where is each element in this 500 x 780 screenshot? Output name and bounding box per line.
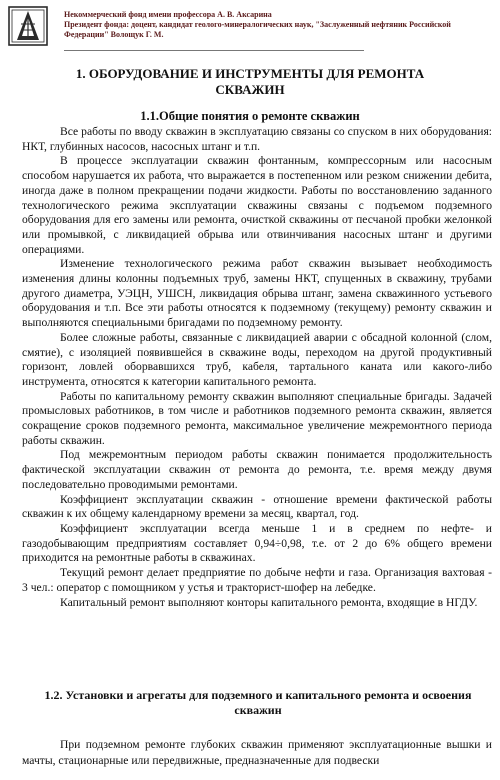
paragraph: Текущий ремонт делает предприятие по добыче нефти и газа. Организация вахтовая - 3 чел.: оператор с помощником у устья и тракторист-шофер на лебедке. bbox=[22, 566, 492, 594]
paragraph: Работы по капитальному ремонту скважин выполняют специальные бригады. Задачей промысловых работников, в том числе и работников подземного ремонта скважин, является сокращение сроков подземного ремонта, максимальное увеличение межремонтного периода работы скважин. bbox=[22, 389, 492, 447]
foundation-name: Некоммерческий фонд имени профессора А. В. Аксарина bbox=[64, 10, 272, 19]
section-heading: 1.1.Общие понятия о ремонте скважин bbox=[140, 109, 360, 123]
header-divider bbox=[64, 50, 364, 51]
president-info-line: Федерации" Волощук Г. М. bbox=[64, 30, 164, 39]
foundation-logo-icon bbox=[8, 6, 48, 46]
president-info-line: Президент фонда: доцент, кандидат геолого-минералогических наук, "Заслуженный нефтяник Российской bbox=[64, 20, 451, 29]
paragraph: Коэффициент эксплуатации всегда меньше 1 и в среднем по нефте- и газодобывающим предприятиям составляет 0,94÷0,98, т.е. от 2 до 6% общего времени приходится на ремонтные работы в скважинах. bbox=[22, 521, 492, 565]
section-heading: 1.2. Установки и агрегаты для подземного и капитального ремонта и освоения скважин bbox=[44, 688, 472, 717]
section-body bbox=[22, 125, 492, 610]
paragraph: Капитальный ремонт выполняют конторы капитального ремонта, входящие в НГДУ. bbox=[60, 595, 478, 609]
foundation-info bbox=[64, 10, 494, 40]
section-body bbox=[22, 737, 492, 769]
paragraph: При подземном ремонте глубоких скважин применяют эксплуатационные вышки и мачты, стационарные или передвижные, предназначенные для подвески bbox=[22, 738, 492, 767]
paragraph: Под межремонтным периодом работы скважин понимается продолжительность фактической эксплуатации скважин от ремонта до ремонта, т.е. время между двумя последовательно проводимыми ремонтами. bbox=[22, 448, 492, 491]
paragraph: Более сложные работы, связанные с ликвидацией аварии с обсадной колонной (слом, смятие), с изоляцией появившейся в скважине воды, переходом на другой продуктивный горизонт, ловлей оборвавшихся труб, кабеля, тартального каната или какого-либо инструмента, относятся к категории капитального ремонта. bbox=[22, 330, 492, 388]
paragraph: Коэффициент эксплуатации скважин - отношение времени фактической работы скважин к их общему календарному времени за месяц, квартал, год. bbox=[22, 492, 492, 521]
paragraph: Все работы по вводу скважин в эксплуатацию связаны со спуском в них оборудования: НКТ, глубинных насосов, насосных штанг и т.п. bbox=[22, 125, 492, 153]
document-header bbox=[8, 6, 494, 48]
chapter-title: 1. ОБОРУДОВАНИЕ И ИНСТРУМЕНТЫ ДЛЯ РЕМОНТА СКВАЖИН bbox=[75, 66, 425, 97]
paragraph: Изменение технологического режима работ скважин вызывает необходимость изменения длины колонны подъемных труб, замены НКТ, спущенных в скважину, трубами другого диаметра, УЭЦН, УШСН, ликвидация обрыва штанг, замена скважинного устьевого оборудования и т.п. Все эти работы относятся к подземному (текущему) ремонту скважин и выполняются специальными бригадами по подземному ремонту. bbox=[22, 257, 492, 330]
paragraph: В процессе эксплуатации скважин фонтанным, компрессорным или насосным способом нарушается их работа, что выражается в постепенном или резком снижении дебита, иногда даже в полном прекращении подачи жидкости. Работы по восстановлению заданного технологического режима эксплуатации скважины связаны с подъемом подземного оборудования для его замены или ремонта, очисткой скважины от песчаной пробки желонкой или промывкой, с ликвидацией обрыва или отвинчивания насосных штанг и другими операциями. bbox=[22, 154, 492, 256]
